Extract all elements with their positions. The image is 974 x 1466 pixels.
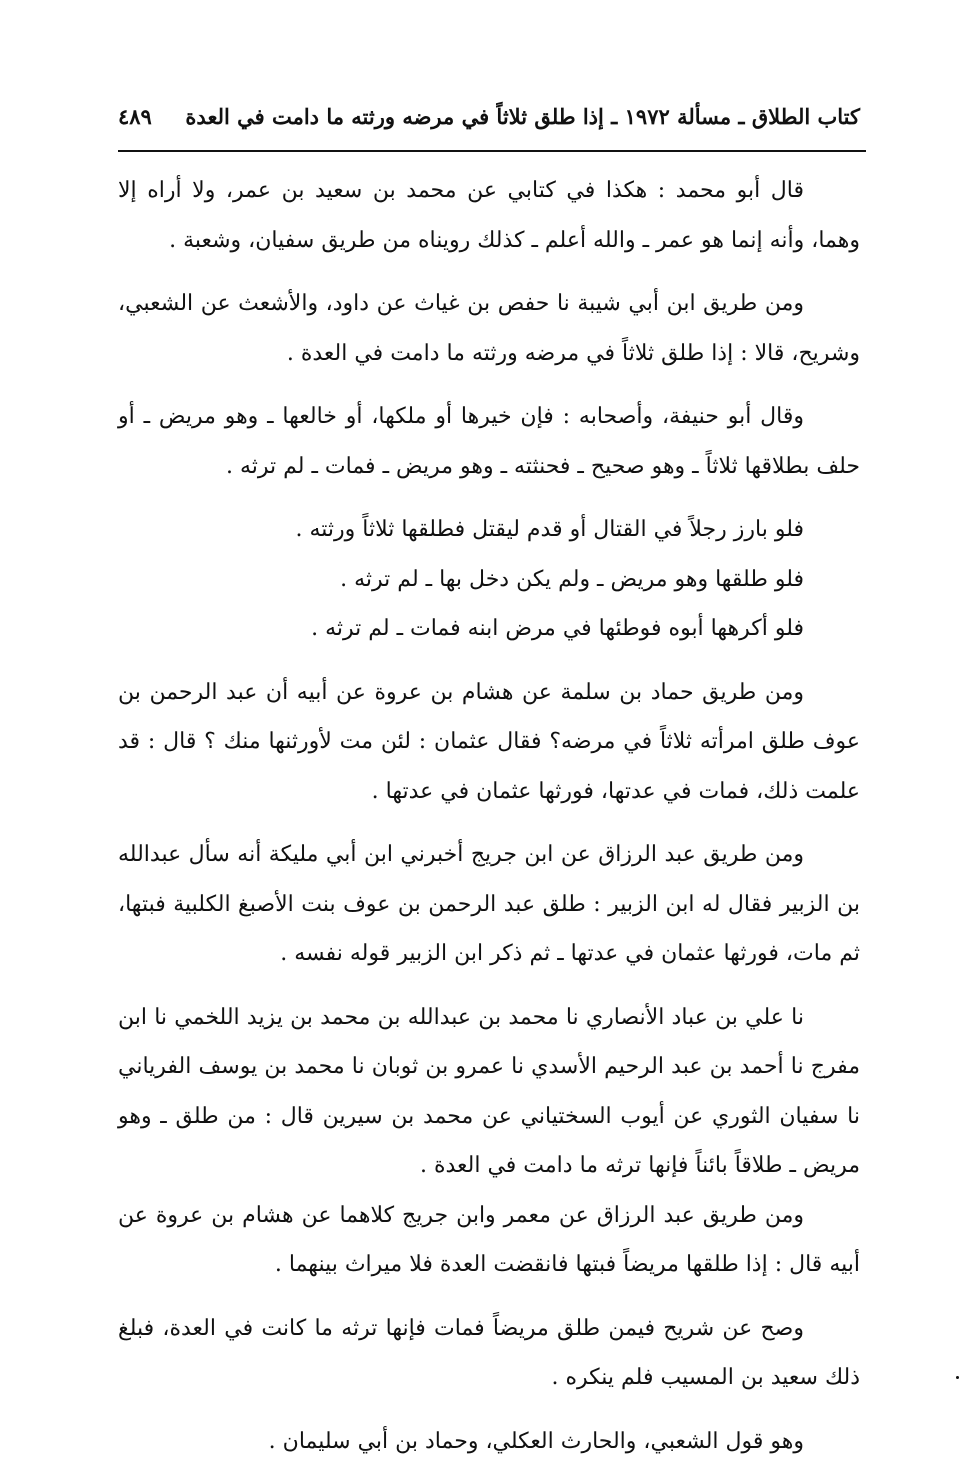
- paragraph: [118, 668, 860, 817]
- page-body: [118, 166, 860, 1466]
- paragraph-text: ومن طريق ابن أبي شيبة نا حفص بن غياث عن داود، والأشعث عن الشعبي، وشريح، قالا : إذا طلق ثلاثاً في مرضه ورثته ما دامت في العدة .: [118, 291, 860, 366]
- running-header: [118, 94, 860, 138]
- paragraph: [118, 1304, 860, 1403]
- scan-speck: [956, 1376, 959, 1379]
- paragraph: [118, 1417, 860, 1466]
- paragraph-text: ومن طريق حماد بن سلمة عن هشام بن عروة عن أبيه أن عبد الرحمن بن عوف طلق امرأته ثلاثاً في مرضه؟ فقال عثمان : لئن مت لأورثنها منك ؟ قال : قد علمت ذلك، فمات في عدتها، فورثها عثمان في عدتها .: [118, 680, 860, 804]
- paragraph-text: وصح عن شريح فيمن طلق مريضاً فمات فإنها ترثه ما كانت في العدة، فبلغ ذلك سعيد بن المسيب فلم ينكره .: [118, 1316, 860, 1391]
- header-title: كتاب الطلاق ـ مسألة ١٩٧٢ ـ إذا طلق ثلاثاً في مرضه ورثته ما دامت في العدة: [185, 104, 860, 129]
- paragraph-text: وقال أبو حنيفة، وأصحابه : فإن خيرها أو ملكها، أو خالعها ـ وهو مريض ـ أو حلف بطلاقها ثلاثاً ـ وهو صحيح ـ فحنثته ـ وهو مريض ـ فمات ـ لم ترثه .: [118, 404, 860, 479]
- paragraph: [118, 1191, 860, 1290]
- sub-line: فلو بارز رجلاً في القتال أو قدم ليقتل فطلقها ثلاثاً ورثته .: [118, 505, 860, 555]
- paragraph: [118, 279, 860, 378]
- paragraph-text: ومن طريق عبد الرزاق عن معمر وابن جريج كلاهما عن هشام بن عروة عن أبيه قال : إذا طلقها مريضاً فبتها فانقضت العدة فلا ميراث بينهما .: [118, 1203, 860, 1278]
- paragraph: [118, 392, 860, 491]
- paragraph: [118, 166, 860, 265]
- sub-line: فلو أكرهها أبوه فوطئها في مرض ابنه فمات ـ لم ترثه .: [118, 604, 860, 654]
- paragraph-text: قال أبو محمد : هكذا في كتابي عن محمد بن سعيد بن عمر، ولا أراه إلا وهما، وأنه إنما هو عمر ـ والله أعلم ـ كذلك رويناه من طريق سفيان، وشعبة .: [118, 178, 860, 253]
- paragraph: [118, 993, 860, 1191]
- sub-line: فلو طلقها وهو مريض ـ ولم يكن دخل بها ـ لم ترثه .: [118, 555, 860, 605]
- paragraph: [118, 830, 860, 979]
- header-divider: [118, 150, 866, 152]
- paragraph-text: نا علي بن عباد الأنصاري نا محمد بن عبدالله بن محمد بن يزيد اللخمي نا ابن مفرج نا أحمد بن عبد الرحيم الأسدي نا عمرو بن ثوبان نا محمد بن يوسف الفرياني نا سفيان الثوري عن أيوب السختياني عن محمد بن سيرين قال : من طلق ـ وهو مريض ـ طلاقاً بائناً فإنها ترثه ما دامت في العدة .: [118, 1005, 860, 1179]
- page-number: ٤٨٩: [118, 104, 152, 129]
- paragraph-text: ومن طريق عبد الرزاق عن ابن جريج أخبرني ابن أبي مليكة أنه سأل عبدالله بن الزبير فقال له ابن الزبير : طلق عبد الرحمن بن عوف بنت الأصبغ الكلبية فبتها، ثم مات، فورثها عثمان في عدتها ـ ثم ذكر ابن الزبير قوله نفسه .: [118, 842, 860, 966]
- paragraph-text: وهو قول الشعبي، والحارث العكلي، وحماد بن أبي سليمان .: [269, 1429, 804, 1454]
